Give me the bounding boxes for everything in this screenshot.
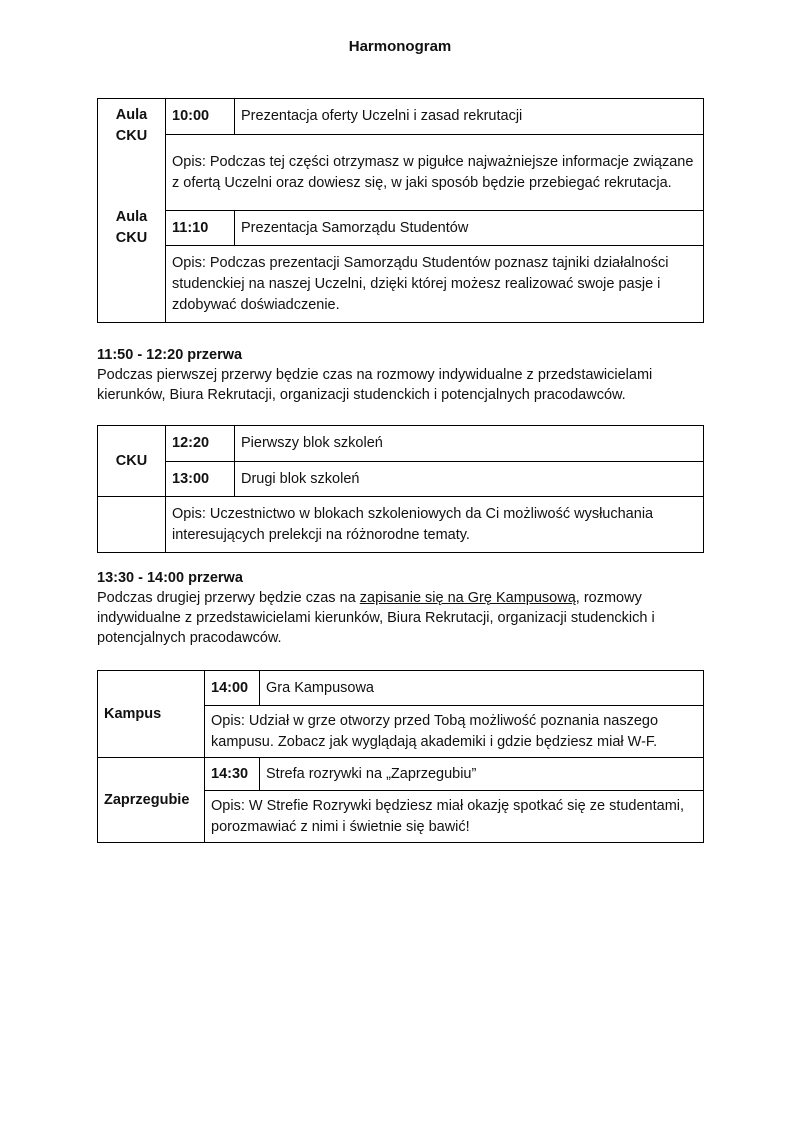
event-description: Opis: Podczas tej części otrzymasz w pigułce najważniejsze informacje związane z ofertą Uczelni oraz dowiesz się, w jaki sposób będzie przebiegać rekrutacja. — [166, 135, 704, 211]
break-section — [97, 345, 707, 405]
schedule-table-kampus — [97, 670, 704, 843]
break-section — [97, 568, 707, 648]
schedule-table-cku — [97, 425, 704, 553]
event-title: Drugi blok szkoleń — [235, 462, 704, 497]
schedule-table-aula — [97, 98, 704, 323]
break-text-part: Podczas drugiej przerwy będzie czas na — [97, 590, 360, 606]
page-title: Harmonogram — [348, 38, 452, 55]
break-heading: 13:30 - 14:00 przerwa — [97, 570, 243, 586]
event-description: Opis: Podczas prezentacji Samorządu Studentów poznasz tajniki działalności studenckiej na naszej Uczelni, dzięki której możesz realizować swoje pasje i zdobywać doświadczenie. — [166, 246, 704, 323]
location-cell — [98, 99, 166, 323]
event-time: 10:00 — [166, 99, 235, 135]
empty-cell — [98, 497, 166, 553]
location-label: Aula CKU — [115, 107, 148, 144]
location-label: Kampus — [98, 671, 205, 758]
location-label: Zaprzegubie — [98, 758, 205, 843]
event-description: Opis: Uczestnictwo w blokach szkoleniowych da Ci możliwość wysłuchania interesujących prelekcji na różnorodne tematy. — [166, 497, 704, 553]
event-time: 11:10 — [166, 211, 235, 246]
event-title: Prezentacja Samorządu Studentów — [235, 211, 704, 246]
event-time: 13:00 — [166, 462, 235, 497]
event-title: Pierwszy blok szkoleń — [235, 426, 704, 462]
event-time: 14:30 — [205, 758, 260, 791]
location-label: Aula CKU — [115, 209, 148, 246]
break-text — [97, 588, 707, 648]
break-text: Podczas pierwszej przerwy będzie czas na rozmowy indywidualne z przedstawicielami kierunków, Biura Rekrutacji, organizacji studenckich i potencjalnych pracodawców. — [97, 367, 653, 403]
signup-link[interactable]: zapisanie się na Grę Kampusową — [359, 590, 576, 606]
break-heading: 11:50 - 12:20 przerwa — [97, 347, 243, 363]
location-label: CKU — [98, 426, 166, 497]
event-description: Opis: W Strefie Rozrywki będziesz miał okazję spotkać się ze studentami, porozmawiać z nimi i świetnie się bawić! — [205, 791, 704, 843]
event-time: 14:00 — [205, 671, 260, 706]
event-time: 12:20 — [166, 426, 235, 462]
break-text-part: , rozmowy indywidualne z przedstawicielami kierunków, Biura Rekrutacji, organizacji studenckich i potencjalnych pracodawców. — [97, 590, 655, 646]
event-title: Strefa rozrywki na „Zaprzegubiu” — [260, 758, 704, 791]
event-title: Gra Kampusowa — [260, 671, 704, 706]
event-description: Opis: Udział w grze otworzy przed Tobą możliwość poznania naszego kampusu. Zobacz jak wyglądają akademiki i gdzie będziesz miał W-F. — [205, 706, 704, 758]
event-title: Prezentacja oferty Uczelni i zasad rekrutacji — [235, 99, 704, 135]
